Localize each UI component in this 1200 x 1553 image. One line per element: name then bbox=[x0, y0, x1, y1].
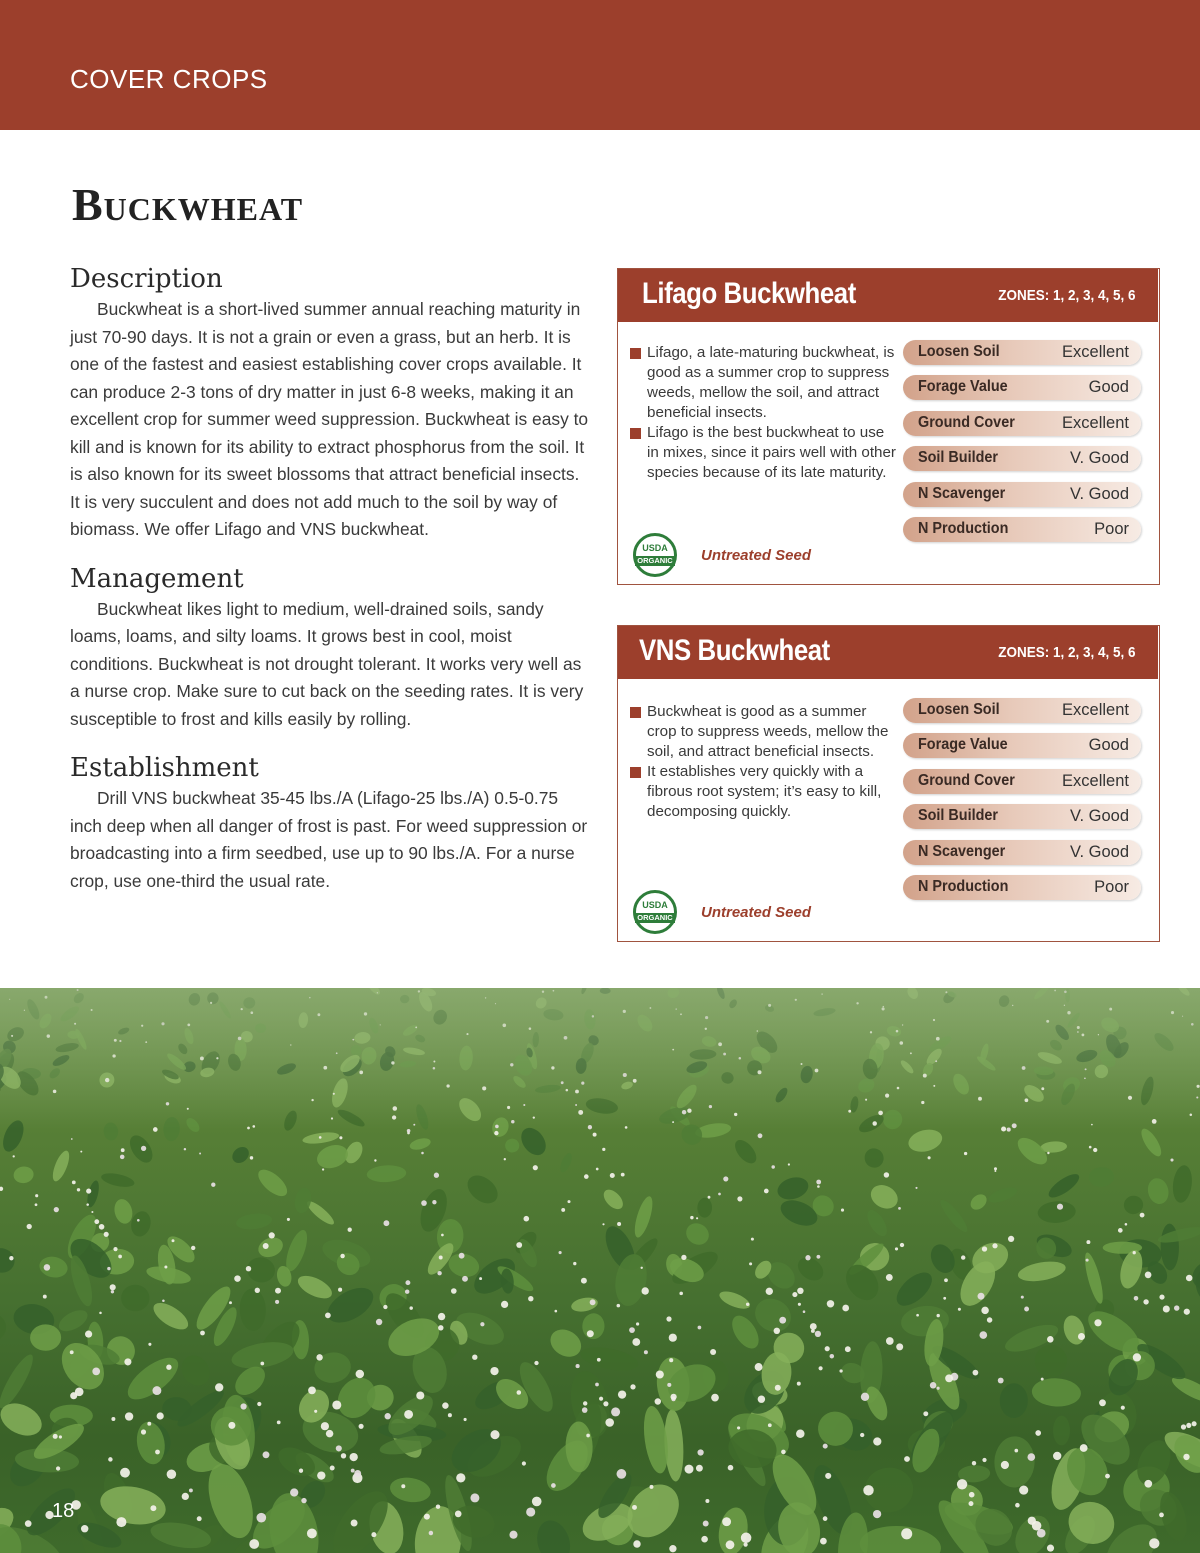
rating-label: Loosen Soil bbox=[918, 343, 1000, 360]
page-number: 18 bbox=[52, 1500, 75, 1522]
section-heading: Description bbox=[70, 264, 223, 294]
rating-value: Poor bbox=[1094, 877, 1129, 896]
product-card-header bbox=[618, 269, 1158, 322]
bullet-text: Buckwheat is good as a summer crop to suppress weeds, mellow the soil, and attract beneficial insects. bbox=[647, 703, 889, 760]
section-text: Buckwheat is a short-lived summer annual reaching maturity in just 70-90 days. It is not a grain or even a grass, but an herb. It is one of the fastest and easiest establishing cover crops available. It can produce 2-3 tons of dry matter in just 6-8 weeks, making it an excellent crop for summer weed suppression. Buckwheat is easy to kill and is known for its ability to extract phosphorus from the soil. It is also known for its sweet blossoms that attract beneficial insects. It is very succulent and does not add much to the soil by way of biomass. We offer Lifago and VNS buckwheat. bbox=[70, 299, 589, 539]
section-heading: Establishment bbox=[70, 753, 259, 783]
square-bullet-icon bbox=[630, 348, 641, 359]
rating-value: V. Good bbox=[1069, 449, 1129, 468]
bullet-item bbox=[630, 343, 900, 423]
rating-value: Excellent bbox=[1062, 343, 1129, 361]
rating-label: N Scavenger bbox=[918, 842, 1006, 860]
seed-note: Untreated Seed bbox=[701, 547, 812, 564]
bullet-text: Lifago, a late-maturing buckwheat, is good as a summer crop to suppress weeds, mellow the soil, and attract beneficial insects. bbox=[647, 344, 895, 421]
rating-value: V. Good bbox=[1069, 484, 1129, 503]
usda-organic-seal-icon bbox=[633, 533, 677, 577]
rating-row bbox=[903, 875, 1141, 900]
product-zones: ZONES: 1, 2, 3, 4, 5, 6 bbox=[998, 287, 1136, 304]
product-name: Lifago Buckwheat bbox=[642, 277, 856, 310]
bullet-item bbox=[630, 702, 900, 762]
seal-top-text: USDA bbox=[642, 543, 668, 553]
rating-label: N Scavenger bbox=[918, 484, 1006, 502]
rating-value: V. Good bbox=[1069, 807, 1129, 826]
section-label: COVER CROPS bbox=[70, 64, 268, 94]
management-section bbox=[70, 562, 590, 734]
page-title: Buckwheat bbox=[72, 179, 304, 230]
rating-label: Forage Value bbox=[918, 736, 1008, 754]
product-bullets bbox=[630, 343, 900, 483]
rating-row bbox=[903, 411, 1141, 436]
product-name: VNS Buckwheat bbox=[639, 634, 830, 667]
field-illustration bbox=[0, 988, 1200, 1553]
seal-band-text: ORGANIC bbox=[635, 913, 675, 923]
description-section bbox=[70, 262, 590, 544]
rating-value: Good bbox=[1088, 378, 1129, 397]
rating-row bbox=[903, 733, 1141, 758]
product-card-lifago bbox=[617, 268, 1160, 585]
bullet-item bbox=[630, 762, 900, 822]
rating-row bbox=[903, 340, 1141, 365]
rating-label: Ground Cover bbox=[918, 413, 1015, 431]
rating-label: Soil Builder bbox=[918, 449, 999, 467]
square-bullet-icon bbox=[630, 767, 641, 778]
rating-value: Excellent bbox=[1062, 701, 1129, 719]
seed-note: Untreated Seed bbox=[701, 904, 812, 921]
section-heading: Management bbox=[70, 563, 244, 594]
rating-value: Good bbox=[1088, 736, 1129, 755]
rating-row bbox=[903, 769, 1141, 794]
square-bullet-icon bbox=[630, 428, 641, 439]
rating-row bbox=[903, 517, 1141, 542]
rating-label: Ground Cover bbox=[918, 771, 1015, 789]
product-card-header bbox=[618, 626, 1158, 679]
rating-row bbox=[903, 482, 1141, 507]
buckwheat-field-photo bbox=[0, 988, 1200, 1553]
seal-top-text: USDA bbox=[642, 900, 668, 910]
product-zones: ZONES: 1, 2, 3, 4, 5, 6 bbox=[998, 644, 1136, 661]
product-bullets bbox=[630, 702, 900, 822]
bullet-text: Lifago is the best buckwheat to use in mixes, since it pairs well with other species because of its late maturity. bbox=[647, 424, 896, 481]
rating-label: N Production bbox=[918, 877, 1009, 895]
seal-band-text: ORGANIC bbox=[635, 556, 675, 566]
article-body bbox=[70, 262, 590, 913]
rating-value: Excellent bbox=[1062, 413, 1129, 432]
rating-row bbox=[903, 804, 1141, 829]
rating-value: V. Good bbox=[1069, 842, 1129, 861]
usda-organic-seal-icon bbox=[633, 890, 677, 934]
rating-label: Soil Builder bbox=[918, 807, 999, 825]
rating-row bbox=[903, 840, 1141, 865]
rating-label: Loosen Soil bbox=[918, 701, 1000, 718]
rating-row bbox=[903, 698, 1141, 723]
rating-list bbox=[903, 698, 1141, 910]
rating-row bbox=[903, 375, 1141, 400]
product-card-vns bbox=[617, 625, 1160, 942]
bullet-text: It establishes very quickly with a fibrous root system; it’s easy to kill, decomposing quickly. bbox=[647, 763, 882, 820]
rating-value: Poor bbox=[1094, 519, 1129, 538]
rating-label: Forage Value bbox=[918, 378, 1008, 396]
rating-value: Excellent bbox=[1062, 771, 1129, 790]
square-bullet-icon bbox=[630, 707, 641, 718]
bullet-item bbox=[630, 423, 900, 483]
rating-row bbox=[903, 446, 1141, 471]
rating-list bbox=[903, 340, 1141, 552]
section-text: Drill VNS buckwheat 35-45 lbs./A (Lifago-25 lbs./A) 0.5-0.75 inch deep when all danger of frost is past. For weed suppression or broadcasting into a firm seedbed, use up to 90 lbs./A. For a nurse crop, use one-third the usual rate. bbox=[70, 788, 588, 891]
section-text: Buckwheat likes light to medium, well-drained soils, sandy loams, loams, and silty loams. It grows best in cool, moist conditions. Buckwheat is not drought tolerant. It works very well as a nurse crop. Make sure to cut back on the seeding rates. It is very susceptible to frost and kills easily by rolling. bbox=[70, 598, 584, 729]
rating-label: N Production bbox=[918, 519, 1009, 537]
establishment-section bbox=[70, 751, 590, 895]
